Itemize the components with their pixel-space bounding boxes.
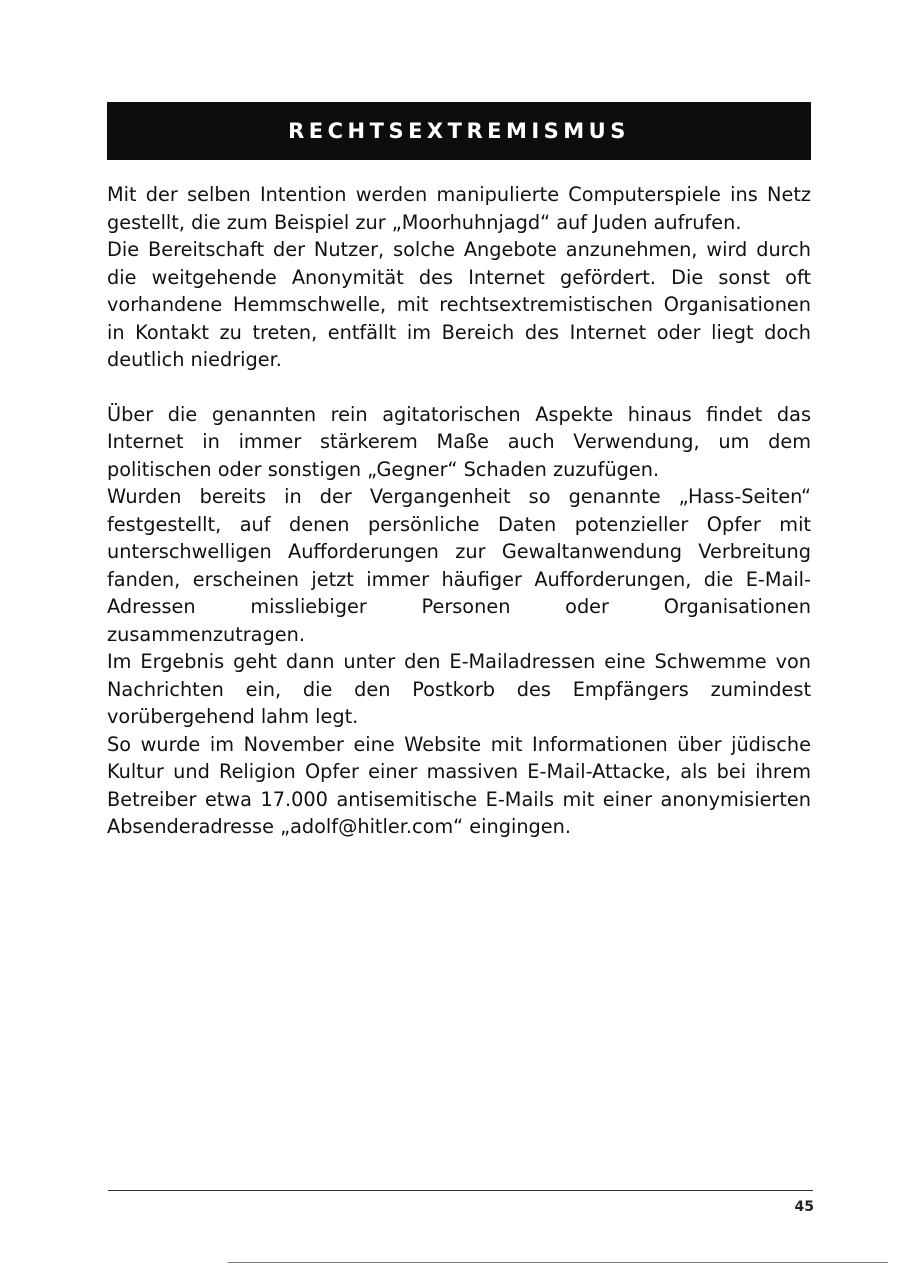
paragraph-gap [107,374,811,401]
paragraph: So wurde im November eine Website mit Informationen über jüdische Kultur und Religion Opfer einer massiven E-Mail-Attacke, als bei ihrem Betreiber etwa 17.000 antisemitische E-Mails mit einer anonymisierten Absenderadresse „adolf@hitler.com“ eingingen. [107,732,811,838]
paragraph: Die Bereitschaft der Nutzer, solche Angebote anzunehmen, wird durch die weitgehende Anonymität des Internet gefördert. Die sonst oft vorhandene Hemmschwelle, mit rechtsextremistischen Organisationen in Kontakt zu treten, entfällt im Bereich des Internet oder liegt doch deutlich niedriger. [107,238,811,371]
paragraph: Mit der selben Intention werden manipulierte Computerspiele ins Netz gestellt, die zum Beispiel zur „Moorhuhnjagd“ auf Juden aufrufen. [107,183,811,234]
paragraph: Über die genannten rein agitatorischen Aspekte hinaus findet das Internet in immer stärkerem Maße auch Verwendung, um dem politischen oder sonstigen „Gegner“ Schaden zuzufügen. [107,402,811,481]
bottom-divider [228,1262,888,1263]
body-text [107,181,811,841]
paragraph: Wurden bereits in der Vergangenheit so genannte „Hass-Seiten“ festgestellt, auf denen persönliche Daten potenzieller Opfer mit unterschwelligen Aufforderungen zur Gewaltanwendung Verbreitung fanden, erscheinen jetzt immer häufiger Aufforderungen, die E-Mail-Adressen missliebiger Personen oder Organisationen zusammenzutragen. [107,485,811,646]
paragraph: Im Ergebnis geht dann unter den E-Mailadressen eine Schwemme von Nachrichten ein, die den Postkorb des Empfängers zumindest vorübergehend lahm legt. [107,650,811,728]
page-number: 45 [794,1199,814,1215]
footer-divider [108,1190,813,1191]
section-title: RECHTSEXTREMISMUS [288,119,630,143]
section-header [107,102,811,160]
